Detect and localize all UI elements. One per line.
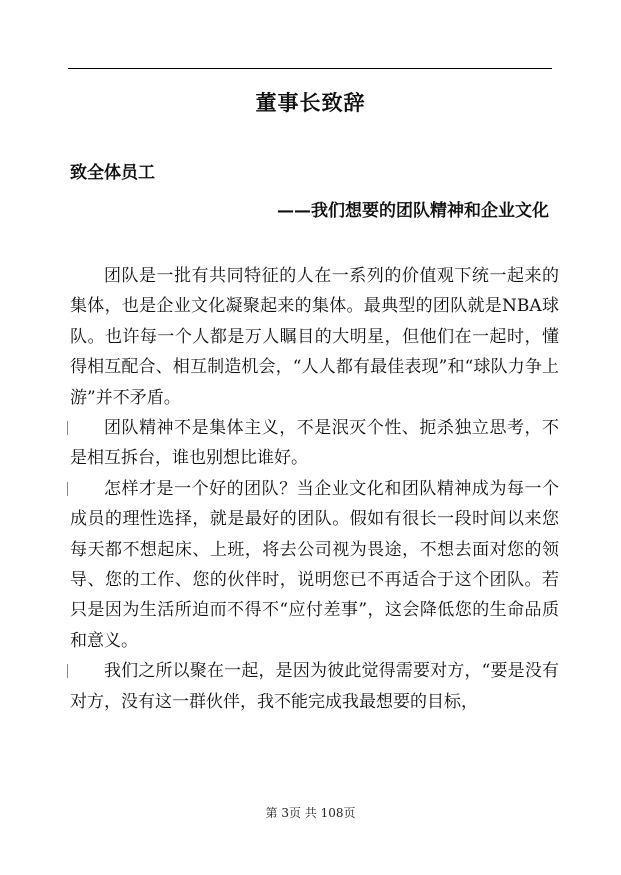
page-number: 第 3页 共 108页 [265, 806, 356, 820]
paragraph [70, 474, 559, 656]
paragraph-text: 团队精神不是集体主义，不是泯灭个性、扼杀独立思考，不是相互拆台，谁也别想比谁好。 [70, 418, 559, 469]
paragraph [70, 656, 559, 717]
header-rule [68, 68, 552, 69]
paragraph-text: 怎样才是一个好的团队？当企业文化和团队精神成为每一个成员的理性选择，就是最好的团队。假如有很长一段时间以来您每天都不想起床、上班，将去公司视为畏途，不想去面对您的领导、您的工作、您的伙伴时，说明您已不再适合于这个团队。若只是因为生活所迫而不得不“应付差事”，这会降低您的生命品质和意义。 [70, 478, 559, 651]
document-subtitle: ——我们想要的团队精神和企业文化 [277, 201, 549, 221]
document-title: 董事长致辞 [255, 91, 366, 115]
salutation: 致全体员工 [70, 163, 155, 183]
paragraph-text: 我们之所以聚在一起，是因为彼此觉得需要对方，“要是没有对方，没有这一群伙伴，我不能完成我最想要的目标， [70, 661, 559, 712]
paragraph-marker [67, 482, 68, 496]
paragraph [70, 261, 559, 413]
paragraph-marker [67, 421, 68, 435]
paragraph-marker [67, 664, 68, 678]
paragraph [70, 413, 559, 474]
document-body [70, 261, 559, 717]
paragraph-text: 团队是一批有共同特征的人在一系列的价值观下统一起来的集体，也是企业文化凝聚起来的集体。最典型的团队就是NBA球队。也许每一个人都是万人瞩目的大明星，但他们在一起时，懂得相互配合、相互制造机会，“人人都有最佳表现”和“球队力争上游”并不矛盾。 [70, 266, 559, 408]
